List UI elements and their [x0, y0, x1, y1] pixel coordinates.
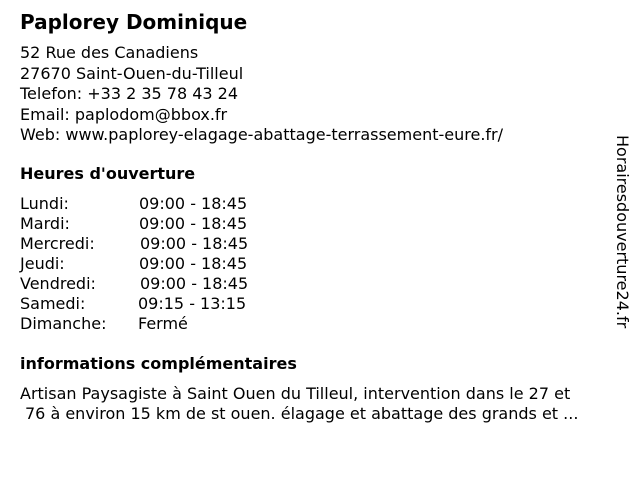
day-label: Mercredi:	[20, 234, 95, 253]
day-hours: 09:00 - 18:45	[140, 274, 249, 293]
day-label: Mardi:	[20, 214, 70, 233]
day-hours: 09:00 - 18:45	[140, 234, 249, 253]
contact-block	[20, 43, 503, 146]
day-label: Vendredi:	[20, 274, 96, 293]
day-hours: 09:00 - 18:45	[139, 214, 248, 233]
additional-info-text	[20, 384, 630, 424]
day-hours: Fermé	[138, 314, 188, 333]
city-address: 27670 Saint-Ouen-du-Tilleul	[20, 63, 244, 83]
additional-info-heading: informations complémentaires	[20, 354, 297, 373]
email-address: Email: paplodom@bbox.fr	[20, 104, 228, 124]
site-watermark: Horairesdouverture24.fr	[613, 135, 632, 329]
website-url: Web: www.paplorey-elagage-abattage-terrassement-eure.fr/	[20, 125, 504, 144]
day-label: Jeudi:	[20, 254, 65, 273]
info-line-2: 76 à environ 15 km de st ouen. élagage et abattage des grands et ...	[25, 404, 579, 423]
street-address: 52 Rue des Canadiens	[20, 43, 199, 62]
info-line-1: Artisan Paysagiste à Saint Ouen du Tilleul, intervention dans le 27 et	[20, 384, 571, 403]
day-hours: 09:00 - 18:45	[139, 254, 248, 273]
opening-hours-heading: Heures d'ouverture	[20, 164, 196, 183]
day-label: Samedi:	[20, 294, 86, 313]
day-hours: 09:15 - 13:15	[138, 294, 247, 313]
day-hours: 09:00 - 18:45	[139, 194, 248, 213]
day-label: Dimanche:	[20, 314, 107, 333]
phone-number: Telefon: +33 2 35 78 43 24	[20, 84, 239, 103]
day-label: Lundi:	[20, 194, 69, 213]
business-name: Paplorey Dominique	[20, 10, 248, 34]
